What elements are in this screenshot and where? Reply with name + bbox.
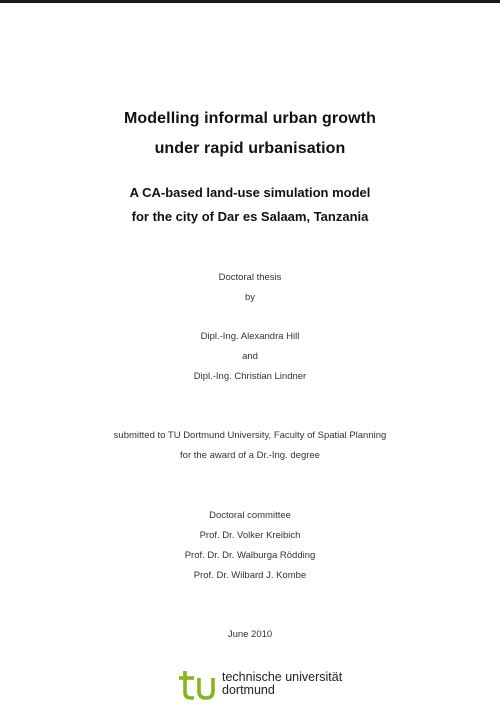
thesis-subtitle-line-1: A CA-based land-use simulation model	[129, 185, 371, 200]
university-name	[222, 671, 342, 697]
thesis-title	[0, 104, 500, 164]
tu-logo-icon	[178, 670, 216, 700]
author-1: Dipl.-Ing. Alexandra Hill	[200, 331, 300, 342]
submission-line-2: for the award of a Dr.-Ing. degree	[180, 450, 320, 461]
committee-member: Prof. Dr. Dr. Walburga Rödding	[184, 550, 316, 561]
tu-logo-t	[185, 671, 194, 698]
author-2: Dipl.-Ing. Christian Lindner	[193, 371, 307, 382]
submission-line-1: submitted to TU Dortmund University, Faculty of Spatial Planning	[113, 430, 387, 441]
thesis-type: Doctoral thesis	[218, 272, 282, 283]
top-border	[0, 0, 500, 3]
university-name-line-2: dortmund	[222, 683, 275, 697]
thesis-date: June 2010	[227, 629, 273, 640]
thesis-subtitle	[0, 181, 500, 229]
thesis-title-line-2: under rapid urbanisation	[154, 140, 346, 157]
authors-and: and	[242, 351, 258, 362]
authors-block	[0, 327, 500, 387]
thesis-type-block	[0, 268, 500, 308]
committee-heading: Doctoral committee	[209, 510, 291, 521]
tu-logo-u	[199, 678, 213, 698]
committee-member: Prof. Dr. Volker Kreibich	[199, 530, 301, 541]
submission-block	[0, 426, 500, 466]
thesis-title-line-1: Modelling informal urban growth	[124, 110, 376, 127]
university-name-line-1: technische universität	[222, 670, 343, 684]
university-logo	[178, 668, 358, 704]
thesis-subtitle-line-2: for the city of Dar es Salaam, Tanzania	[131, 209, 369, 224]
committee-block	[0, 506, 500, 586]
committee-member: Prof. Dr. Wilbard J. Kombe	[193, 570, 307, 581]
date-block	[0, 625, 500, 645]
thesis-by: by	[244, 292, 256, 303]
